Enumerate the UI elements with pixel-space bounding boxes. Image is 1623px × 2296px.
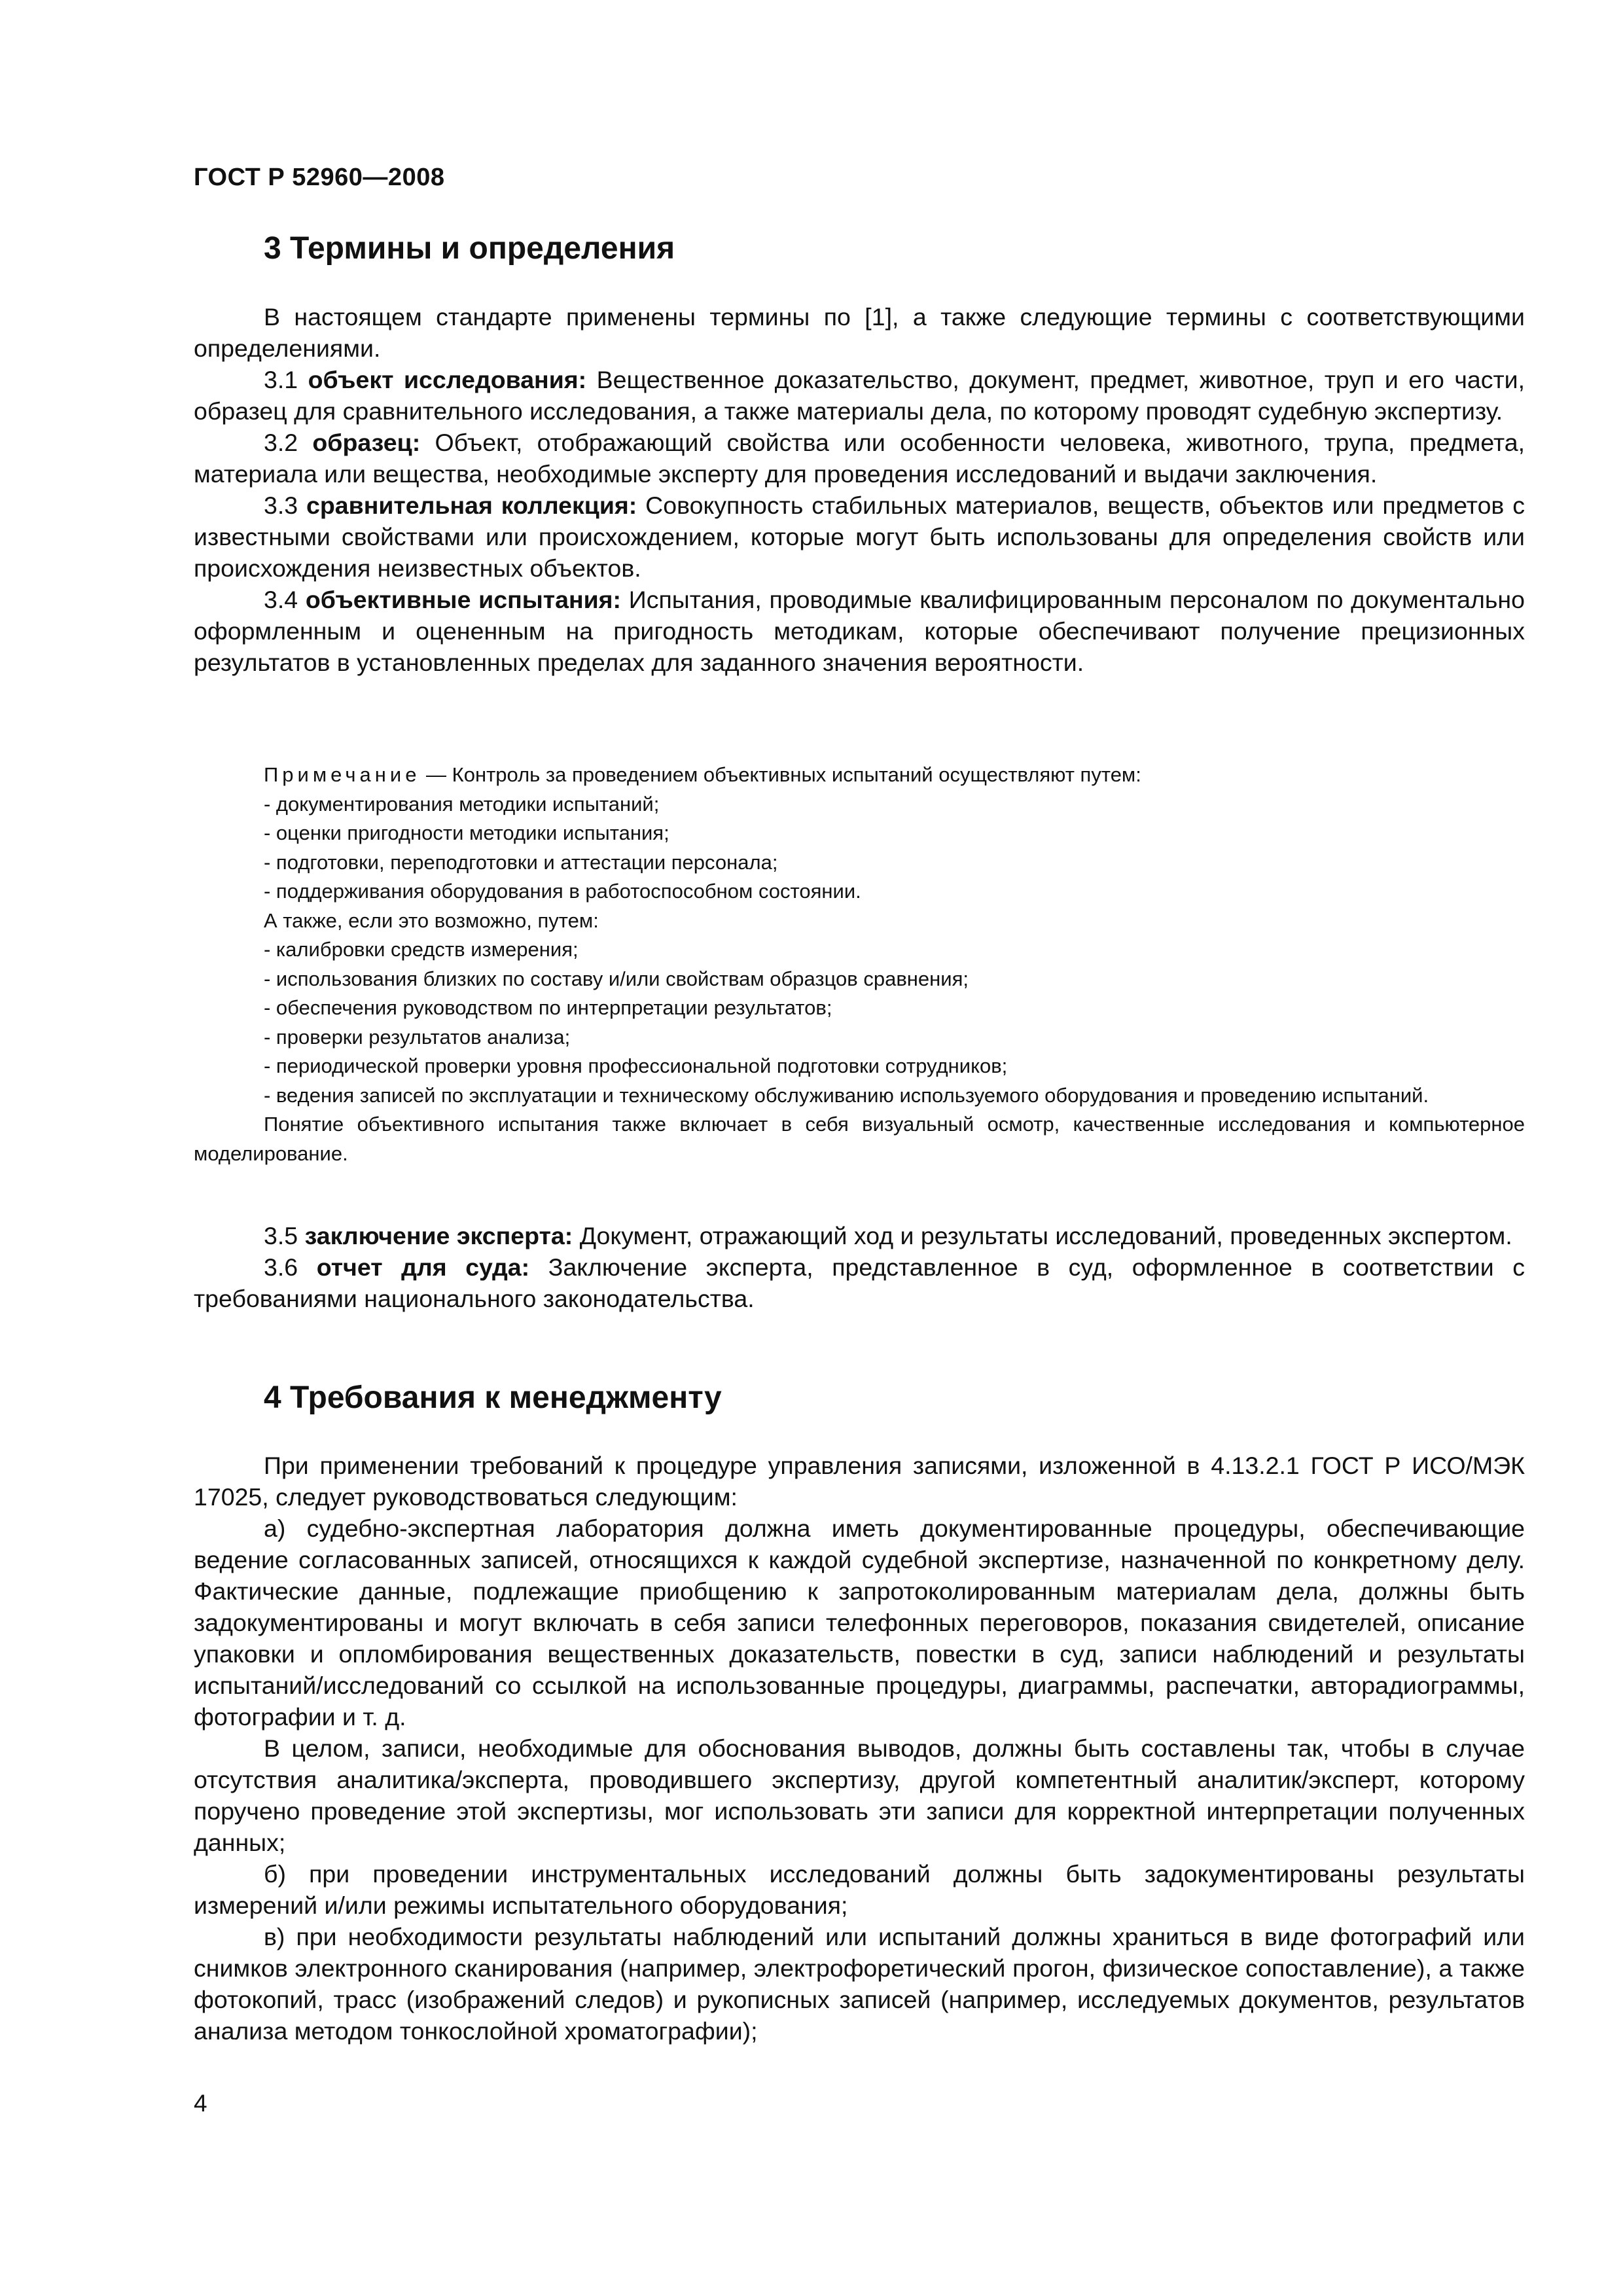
note-lead-text: — Контроль за проведением объективных испытаний осуществляют путем:	[420, 763, 1141, 786]
section-3-heading: 3 Термины и определения	[264, 231, 675, 266]
term-number: 3.3	[264, 492, 298, 519]
section-4-heading: 4 Требования к менеджменту	[264, 1380, 722, 1415]
note-item: - обеспечения руководством по интерпретации результатов;	[264, 996, 832, 1019]
note-item: - периодической проверки уровня профессиональной подготовки сотрудников;	[264, 1054, 1008, 1077]
term-3-1	[194, 364, 1525, 427]
note-item: - калибровки средств измерения;	[264, 938, 579, 961]
term-definition: Совокупность стабильных материалов, веществ, объектов или предметов с известными свойствами или происхождением, которые могут быть использованы для определения свойств или происхождения неизвестных объектов.	[194, 492, 1525, 582]
term-3-5	[194, 1220, 1525, 1251]
section-3-body	[194, 301, 1525, 678]
note-item: - документирования методики испытаний;	[264, 792, 660, 816]
term-number: 3.6	[264, 1253, 298, 1281]
term-definition: Испытания, проводимые квалифицированным персоналом по документально оформленным и оцененным на пригодность методикам, которые обеспечивают получение прецизионных результатов в установленных пределах для заданного значения вероятности.	[194, 586, 1525, 676]
page-number: 4	[194, 2090, 207, 2117]
term-3-4	[194, 584, 1525, 678]
term-3-6	[194, 1251, 1525, 1314]
term-number: 3.4	[264, 586, 298, 613]
term-number: 3.2	[264, 429, 298, 456]
note-block	[194, 761, 1525, 1168]
term-name: образец:	[312, 429, 421, 456]
section-4-body	[194, 1450, 1525, 2047]
term-definition: Документ, отражающий ход и результаты исследований, проведенных экспертом.	[579, 1222, 1512, 1249]
section-3-intro: В настоящем стандарте применены термины по [1], а также следующие термины с соответствующими определениями.	[194, 303, 1525, 362]
note-item: - подготовки, переподготовки и аттестации персонала;	[264, 850, 778, 874]
note-item: - оценки пригодности методики испытания;	[264, 821, 669, 844]
term-3-2	[194, 427, 1525, 490]
term-name: заключение эксперта:	[304, 1222, 573, 1249]
note-also: А также, если это возможно, путем:	[264, 908, 599, 932]
term-3-3	[194, 490, 1525, 584]
section-4-item-v: в) при необходимости результаты наблюдений или испытаний должны храниться в виде фотографий или снимков электронного сканирования (например, электрофоретический прогон, физическое сопоставление), а также фотокопий, трасс (изображений следов) и рукописных записей (например, исследуемых документов, результатов анализа методом тонкослойной хроматографии);	[194, 1923, 1525, 2045]
term-definition: Заключение эксперта, представленное в суд, оформленное в соответствии с требованиями национального законодательства.	[194, 1253, 1525, 1312]
term-definition: Объект, отображающий свойства или особенности человека, животного, трупа, предмета, материала или вещества, необходимые эксперту для проведения исследований и выдачи заключения.	[194, 429, 1525, 488]
note-item: - ведения записей по эксплуатации и техническому обслуживанию используемого оборудования и проведению испытаний.	[264, 1083, 1429, 1107]
section-4-item-a: а) судебно-экспертная лаборатория должна иметь документированные процедуры, обеспечивающие ведение согласованных записей, относящихся к каждой судебной экспертизе, назначенной по конкретному делу. Фактические данные, подлежащие приобщению к запротоколированным материалам дела, должны быть задокументированы и могут включать в себя записи телефонных переговоров, показания свидетелей, описание упаковки и опломбирования вещественных доказательств, повестки в суд, записи наблюдений и результаты испытаний/исследований со ссылкой на использованные процедуры, диаграммы, распечатки, авторадиограммы, фотографии и т. д.	[194, 1515, 1525, 1731]
note-lead	[194, 761, 1525, 790]
term-number: 3.5	[264, 1222, 298, 1249]
note-item: - поддерживания оборудования в работоспособном состоянии.	[264, 880, 861, 903]
section-4-paragraph: В целом, записи, необходимые для обоснования выводов, должны быть составлены так, чтобы в случае отсутствия аналитика/эксперта, проводившего экспертизу, другой компетентный аналитик/эксперт, которому поручено проведение этой экспертизы, мог использовать эти записи для корректной интерпретации полученных данных;	[194, 1734, 1525, 1856]
section-4-item-b: б) при проведении инструментальных исследований должны быть задокументированы результаты измерений и/или режимы испытательного оборудования;	[194, 1860, 1525, 1919]
note-closing: Понятие объективного испытания также включает в себя визуальный осмотр, качественные исследования и компьютерное моделирование.	[194, 1113, 1525, 1165]
term-name: сравнительная коллекция:	[306, 492, 637, 519]
term-definition: Вещественное доказательство, документ, предмет, животное, труп и его части, образец для сравнительного исследования, а также материалы дела, по которому проводят судебную экспертизу.	[194, 366, 1525, 425]
section-3-terms-continued	[194, 1220, 1525, 1314]
term-name: объективные испытания:	[305, 586, 622, 613]
note-item: - проверки результатов анализа;	[264, 1025, 571, 1049]
term-name: отчет для суда:	[316, 1253, 530, 1281]
section-4-paragraph: При применении требований к процедуре управления записями, изложенной в 4.13.2.1 ГОСТ Р ИСО/МЭК 17025, следует руководствоваться следующим:	[194, 1452, 1525, 1511]
term-number: 3.1	[264, 366, 298, 393]
note-item: - использования близких по составу и/или свойствам образцов сравнения;	[264, 967, 969, 990]
document-header: ГОСТ Р 52960—2008	[194, 164, 445, 191]
note-label: Примечание	[264, 763, 421, 786]
term-name: объект исследования:	[308, 366, 587, 393]
